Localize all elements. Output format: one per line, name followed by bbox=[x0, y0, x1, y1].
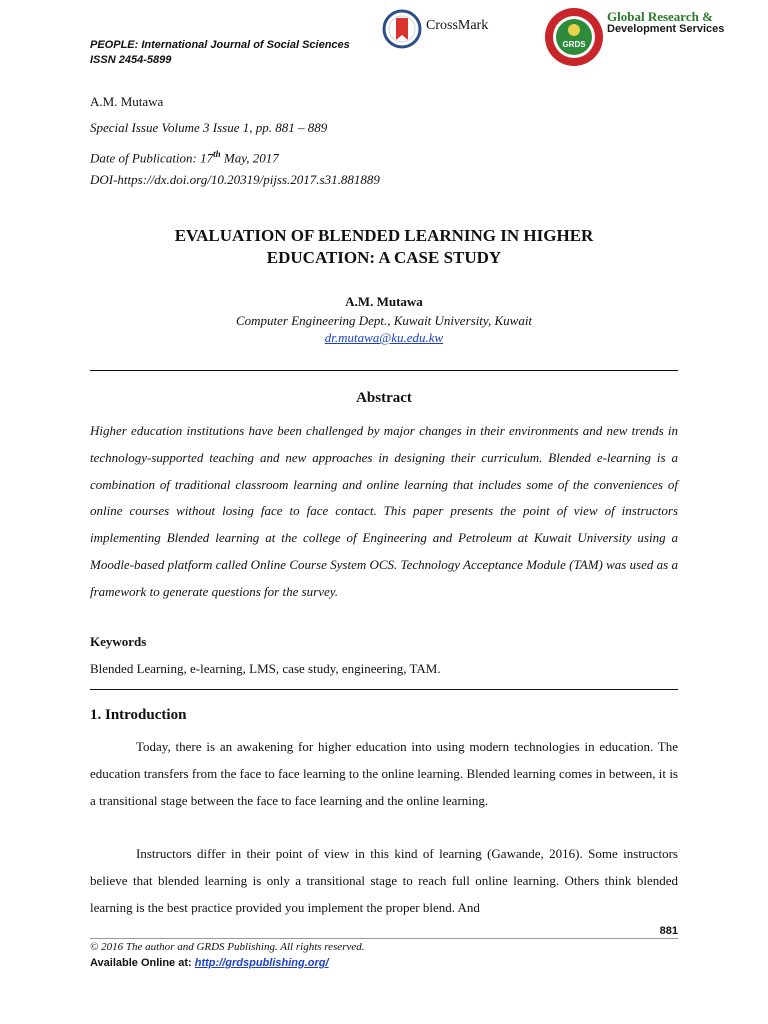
meta-author: A.M. Mutawa bbox=[90, 94, 164, 109]
meta-doi[interactable]: DOI-https://dx.doi.org/10.20319/pijss.2017.s31.881889 bbox=[90, 172, 380, 187]
page-number: 881 bbox=[659, 925, 678, 937]
meta-publication-date bbox=[90, 145, 279, 167]
keywords-heading: Keywords bbox=[90, 634, 147, 649]
grds-seal-text: GRDS bbox=[562, 40, 586, 49]
crossmark-icon bbox=[382, 8, 422, 52]
footer-available-online bbox=[90, 957, 329, 969]
section-heading-introduction: 1. Introduction bbox=[90, 707, 187, 723]
footer-copyright: © 2016 The author and GRDS Publishing. All rights reserved. bbox=[90, 941, 365, 953]
author-email[interactable] bbox=[90, 330, 678, 346]
author-email-link[interactable]: dr.mutawa@ku.edu.kw bbox=[324, 330, 444, 345]
crossmark-badge[interactable] bbox=[382, 8, 488, 52]
divider-top bbox=[90, 370, 678, 371]
available-online-label: Available Online at: bbox=[90, 957, 195, 969]
intro-paragraph-2: Instructors differ in their point of view in this kind of learning (Gawande, 2016). Some instructors believe that blended learning is only a transitional stage to reach full online learning. Others think blended learning is the best practice provided you implement the proper blend. And bbox=[90, 846, 678, 915]
abstract-text: Higher education institutions have been challenged by major changes in their environments and new trends in technology-supported teaching and new approaches in designing their curriculum. Blended e-learning is a combination of traditional classroom learning and online learning that includes some of the conveniences of online courses without losing face to face contact. This paper presents the point of view of instructors implementing Blended learning at the college of Engineering and Petroleum at Kuwait University using a Moodle-based platform called Online Course System OCS. Technology Acceptance Module (TAM) was used as a framework to generate questions for the survey. bbox=[90, 423, 678, 599]
pub-date-suffix: May, 2017 bbox=[220, 150, 279, 166]
grds-name-line1: Global Research & bbox=[607, 9, 713, 24]
abstract-heading: Abstract bbox=[356, 390, 412, 406]
author-name: A.M. Mutawa bbox=[345, 294, 423, 309]
keywords-text: Blended Learning, e-learning, LMS, case study, engineering, TAM. bbox=[90, 661, 441, 676]
grds-name-line2: Development Services bbox=[607, 23, 725, 35]
title-line-1: EVALUATION OF BLENDED LEARNING IN HIGHER bbox=[174, 226, 594, 245]
divider-bottom bbox=[90, 689, 678, 690]
footer-divider bbox=[90, 938, 678, 939]
meta-issue: Special Issue Volume 3 Issue 1, pp. 881 – 889 bbox=[90, 120, 328, 135]
crossmark-label: CrossMark bbox=[426, 18, 489, 33]
author-affiliation: Computer Engineering Dept., Kuwait University, Kuwait bbox=[235, 313, 533, 328]
publisher-url-link[interactable]: http://grdspublishing.org/ bbox=[194, 957, 329, 969]
journal-issn: ISSN 2454-5899 bbox=[90, 54, 172, 66]
grds-seal-icon bbox=[543, 6, 605, 68]
intro-paragraph-1: Today, there is an awakening for higher education into using modern technologies in education. The education transfers from the face to face learning to the online learning. Blended learning comes in between, it is a transitional stage between the face to face learning and the online learning. bbox=[90, 739, 678, 808]
title-line-2: EDUCATION: A CASE STUDY bbox=[266, 248, 502, 267]
journal-header bbox=[90, 38, 350, 68]
pub-date-sup: th bbox=[213, 149, 221, 159]
journal-name: PEOPLE: International Journal of Social Sciences bbox=[90, 39, 350, 51]
grds-logo bbox=[543, 6, 724, 68]
paper-title bbox=[90, 225, 678, 269]
pub-date-prefix: Date of Publication: 17 bbox=[90, 150, 214, 166]
